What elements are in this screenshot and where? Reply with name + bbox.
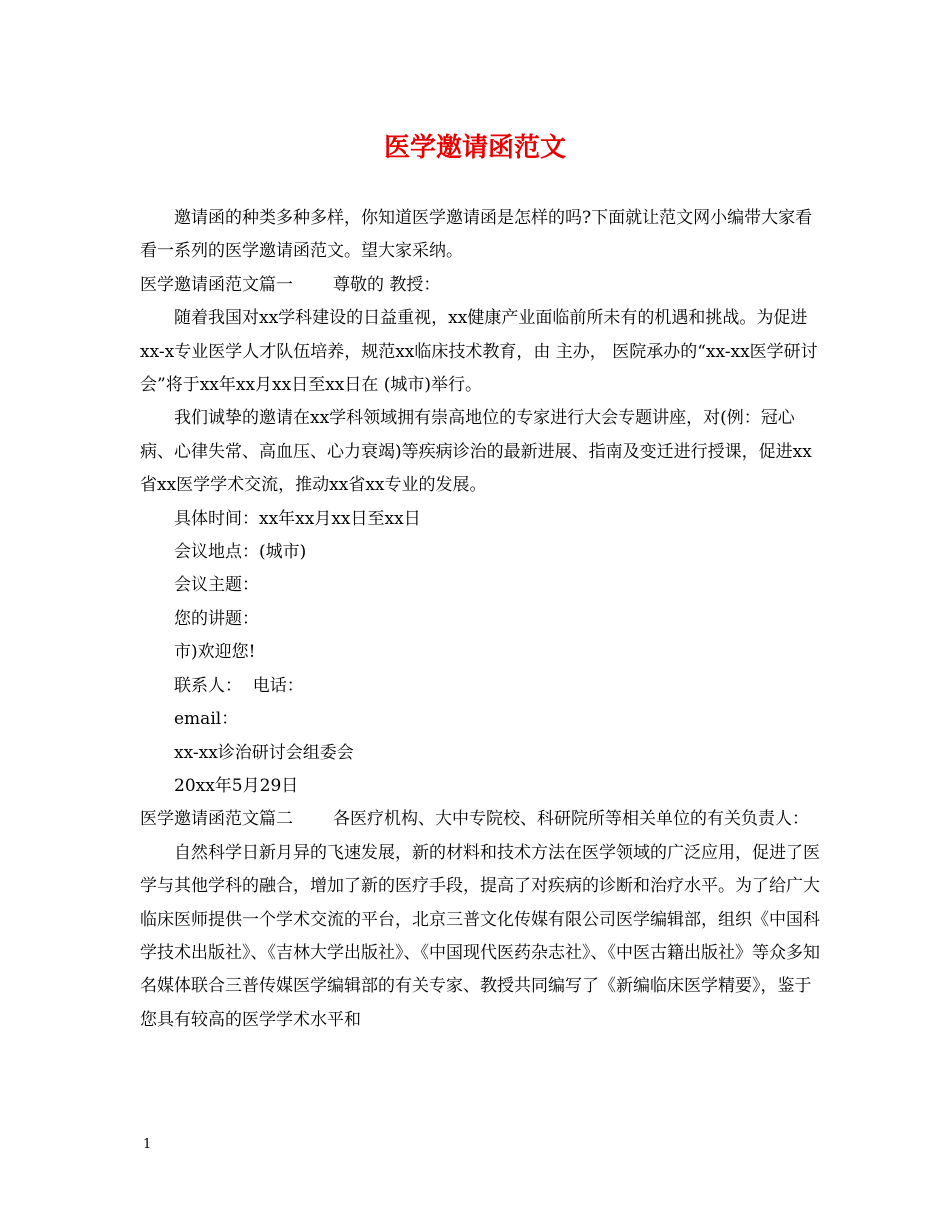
date-line: 20xx年5月29日 (174, 775, 299, 796)
email-line: email： (174, 709, 239, 730)
welcome-line: 市)欢迎您! (174, 642, 256, 663)
document-body (140, 202, 820, 1037)
meeting-time: 具体时间：xx年xx月xx日至xx日 (174, 508, 421, 529)
section2-salutation: 各医疗机构、大中专院校、科研院所等相关单位的有关负责人： (333, 809, 809, 830)
section1-heading: 医学邀请函范文篇一 (140, 274, 293, 295)
section2-paragraph-1: 自然科学日新月异的飞速发展，新的材料和技术方法在医学领域的广泛应用，促进了医学与其他学科的融合，增加了新的医疗手段，提高了对疾病的诊断和治疗水平。为了给广大临床医师提供一个学术交流的平台，北京三普文化传媒有限公司医学编辑部，组织《中国科学技术出版社》、《吉林大学出版社》、《中国现代医药杂志社》、《中医古籍出版社》等众多知名媒体联合三普传媒医学编辑部的有关专家、教授共同编写了《新编临床医学精要》，鉴于您具有较高的医学学术水平和 (140, 842, 820, 1030)
page-number: 1 (143, 1137, 152, 1152)
meeting-place: 会议地点：(城市) (174, 542, 307, 563)
meeting-theme: 会议主题： (174, 575, 259, 596)
section2-heading-line (140, 803, 820, 836)
contact-line: 联系人： 电话： (174, 675, 304, 696)
section2-heading: 医学邀请函范文篇二 (140, 809, 293, 830)
section1-paragraph-2: 我们诚挚的邀请在xx学科领域拥有崇高地位的专家进行大会专题讲座，对(例：冠心病、心律失常、高血压、心力衰竭)等疾病诊治的最新进展、指南及变迁进行授课，促进xx省xx医学学术交流，推动xx省xx专业的发展。 (140, 408, 812, 496)
section1-heading-line (140, 269, 820, 302)
committee-line: xx-xx诊治研讨会组委会 (174, 742, 354, 763)
document-title: 医学邀请函范文 (383, 133, 566, 163)
section1-salutation: 尊敬的 教授： (333, 274, 441, 295)
intro-paragraph: 邀请函的种类多种多样，你知道医学邀请函是怎样的吗?下面就让范文网小编带大家看看一系列的医学邀请函范文。望大家采纳。 (140, 208, 813, 262)
section1-paragraph-1: 随着我国对xx学科建设的日益重视，xx健康产业面临前所未有的机遇和挑战。为促进xx-x专业医学人才队伍培养，规范xx临床技术教育，由 主办， 医院承办的“xx-xx医学研讨会”将于xx年xx月xx日至xx日在 (城市)举行。 (140, 308, 818, 396)
lecture-topic: 您的讲题： (174, 608, 259, 629)
